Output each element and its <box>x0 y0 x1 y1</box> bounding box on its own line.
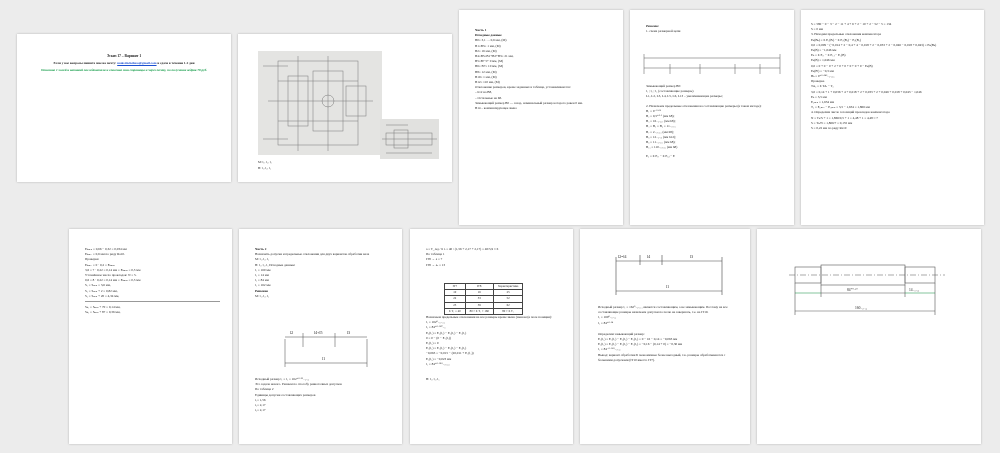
page5-line: E₀ₘᵢₙ = 1,634 мм <box>811 100 835 105</box>
page8-line: В: l₁, l₂, l₃ <box>426 377 440 382</box>
page3-line: Замыкающий размер В0 — зазор, номинальный размер которого равен 0 мм. <box>475 100 583 105</box>
page5-line: S = 580 − 0 − 3 − 2 − 11 + 4 + 6 + 2 − 10 + 2 − 52 − 5 = 134 <box>811 22 892 26</box>
page5-line: Eₖ = Σ E₂ᵢ − Σ E₁ⱼ − E₁(B) <box>811 53 846 58</box>
table-cell: 62 <box>493 302 523 308</box>
page8-line: IT8 → aₛ = 13 <box>426 262 446 267</box>
page5-line: 0,0 = 0 + 0 − 0 + 2 + 0 + 0 + 0 + 0 + 0 − Eₖ(B) <box>811 63 873 68</box>
page5-line: S = 0,22 мм по ряду Ra10 <box>811 126 847 131</box>
dimension-chain-diagram <box>640 52 785 78</box>
table-cell: 16 <box>465 290 493 296</box>
page4-line: B₁₃ = 110₋₀.₀₅₄ (мм h8) <box>646 145 678 150</box>
page8-text-2 <box>426 315 561 382</box>
page7-line: l₄ = 162 мм <box>255 283 271 288</box>
table-cell: Характеристика <box>493 284 523 290</box>
page4-line: 2. Назначаем предельные отклонения на составляющие размеры (в таком методе): <box>646 103 762 108</box>
page7-line: Исходный размер l₁ = l₂ = 162⁺⁰·²⁰₋₀.₁₀ <box>255 377 310 381</box>
dimension-label-l4-l5: l4+l5 <box>314 330 323 335</box>
page6-line: Уточнённое число прокладок: N = 5. <box>85 273 137 278</box>
page4-line: B₇ = 2₋₀.₀₁₂ (мм h8); <box>646 129 674 134</box>
dimension-label-160: 160₋₀.₁₆ <box>855 306 867 310</box>
page8-line: Назначаем предельные отклонения на все размеры кроме звена (звеном (в поле позиции): <box>426 315 552 319</box>
assembly-sketch <box>258 51 382 155</box>
table-cell: 52 <box>493 296 523 302</box>
page1-contact-post: и сдаче в течение 1-2 дня <box>156 61 195 65</box>
page8-line: E₂(l₄) = −0,023 мм <box>426 356 452 361</box>
page3-line: В8= 12 мм, (М) <box>475 69 497 74</box>
page5-line: Bₖ = 0⁺⁰·⁰⁴³₋₀.₃₀₆ <box>811 74 835 79</box>
page3-line: В2= 16 мм, (М) <box>475 48 497 53</box>
page7-line: Решение <box>255 288 268 293</box>
page8-line: E₁(l₄) = E₁(l₁) − E₁(l₂) − E₂(l₃) <box>426 346 467 351</box>
table-row <box>445 308 523 314</box>
document-page-6[interactable] <box>69 229 232 444</box>
page6-line: Sₖ₁ = Sₘᵢₙ + 70 = 0,14 мм, <box>85 305 121 310</box>
page4-line: B₂ = 0,5⁺⁰·¹ (мм h8); <box>646 114 675 119</box>
page4-line: Замыкающий размер В0: <box>646 84 681 88</box>
dimension-label-l1: l1 <box>666 284 670 289</box>
page7-dimension-diagram <box>257 325 387 369</box>
page9-line: Вывод: вариант обработки Б экономичнее более выгодный, т.к. размеры обрабатываются с большими допусками (IT10 вместо IT7). <box>598 352 726 362</box>
table-cell: Σ T₁ = 40 <box>445 308 466 314</box>
page3-line: – h12 на В8, <box>475 90 492 95</box>
page8-line: l₂ = 84⁺⁰·⁰⁸⁷₋₀ <box>426 325 446 330</box>
dimension-label-l1: l1 <box>322 356 326 361</box>
document-page-7[interactable] <box>239 229 402 444</box>
table-cell: 33 <box>465 296 493 302</box>
page9-dimension-lines <box>610 251 730 297</box>
page2-caption-1: М: l₁, l₂, l₃ <box>258 160 272 164</box>
scanned-assembly-drawing <box>258 51 382 155</box>
page3-line: В5=В7 5+ 0 мм, (М) <box>475 59 504 64</box>
page7-line: Назначить допуски и предельные отклонения для двух вариантов обработки вала <box>255 252 370 257</box>
page5-line: Eₖ(B) = 1,046 мм <box>811 58 835 63</box>
page5-line: Eₖ(B′) = −0,3 мм <box>811 68 834 73</box>
page7-line: i₂= 2,17 <box>255 403 266 408</box>
document-page-10[interactable] <box>757 229 981 444</box>
page7-line: Часть 2 <box>255 247 267 251</box>
page7-line: l₂ = 14 мм <box>255 273 269 278</box>
page7-line: М: l₁, l₂, l₃ <box>255 257 270 262</box>
dimension-label-l2: l2 <box>290 330 294 335</box>
table-cell: 25 <box>445 302 466 308</box>
page2-caption-2: В: l₁, l₂, l₃ <box>258 166 271 170</box>
page4-line: B₄ = B₅ = B₆ = 11₋₀.₀₁ <box>646 124 676 129</box>
page5-line: Проверка <box>811 79 825 84</box>
page5-line: 3,0 = 0,14 + 1 + 0,036 + 4 + 0,018 + 2 + 0,033 + 2 + 0,046 + 0,018 + 0,043 − 1,046 <box>811 89 922 94</box>
page9-text <box>598 305 736 363</box>
table-cell: 22 <box>445 296 466 302</box>
page4-line: B₃ = 16₋₀.₀₂₇ (мм h8); <box>646 119 676 124</box>
page7-line: По таблице 2 <box>255 387 274 392</box>
tolerance-table <box>444 283 523 315</box>
dimension-label-l4: l4 <box>647 254 651 259</box>
page5-line: S = 0 мм <box>811 27 823 32</box>
page1-contact-pre: Если у вас вопросы пишите мне на почту: <box>53 61 118 65</box>
shaft-outline <box>787 257 947 317</box>
dimension-label-l3: l3 <box>690 254 694 259</box>
page5-line: 3. Находим предельные отклонения компенсатора <box>811 32 882 37</box>
page1-contact-line <box>31 61 217 66</box>
page8-line: E₀(l₁) = E₂(l₂) − E₂(l₃) − E₁(l₄) <box>426 330 467 335</box>
page9-line: l₄ = 84⁻⁰·⁰⁶³₋₀.₃₀ <box>598 347 621 352</box>
page7-line: l₃ = 84 мм <box>255 278 269 283</box>
page7-line: i₃= 2,17 <box>255 408 266 413</box>
page6-line: S₁ = Sₘᵢₙ = 3,6 мм, <box>85 283 111 288</box>
page4-line: 1. схема размерной цепи <box>646 29 681 34</box>
table-cell: 39 <box>465 302 493 308</box>
dimension-label-84: 84⁺⁰·²⁰ <box>847 288 858 292</box>
page1-title: Эскиз 17 – Вариант 1 <box>106 54 142 58</box>
page3-text <box>475 28 611 111</box>
page3-line: В10= 1 мм, (М) <box>475 74 497 79</box>
page7-text-bottom <box>255 377 390 413</box>
page6-line: Eₖₘₐₓ = 0,6 мм по ряду Ra10. <box>85 252 125 257</box>
page4-heading: Решение <box>646 24 659 28</box>
page8-line: −0,063 = −0,015 − (20,011 + E₁(l₄)) <box>426 351 474 356</box>
document-page-4[interactable] <box>630 10 794 225</box>
table-cell: IT7 <box>445 284 466 290</box>
table-cell: 80 > Σ T₁ <box>493 308 523 314</box>
page5-text <box>811 22 978 131</box>
document-page-1[interactable] <box>17 34 231 182</box>
page5-line: 4. Определим число n позиций прокладок компенсатора <box>811 110 890 115</box>
page8-line: l₁ = 162⁰₋₀.₁₁₃ <box>426 320 446 325</box>
page1-note: Описание 1 холей и катаний последователи и спасение мнн страницы и через почту, по получение ведряк 78 руб. <box>40 68 208 72</box>
page5-line: TA₀ = Σ TAᵢ − T₀ <box>811 84 834 89</box>
page8-line: По таблице 1 <box>426 252 445 257</box>
page6-text <box>85 247 220 315</box>
page3-line: Отклонение размеров, кроме заданных в таблице, устанавливаются: <box>475 85 571 90</box>
page8-line: l₄ = 84⁺⁰·⁰¹⁰₋₀.₀₂₃ <box>426 361 450 366</box>
table-cell: 10 <box>445 290 466 296</box>
scanned-shaft-drawing <box>380 119 439 159</box>
page7-line: i₁= 1,56 <box>255 397 266 402</box>
page9-line: l₁ = 160⁰₋₀.₁₆ <box>598 315 616 320</box>
page5-line: Eₖ(B) = −1,046 мм <box>811 48 837 53</box>
page6-line: Проверка: <box>85 257 100 262</box>
page5-line: 0,0 = 0,009 − (−0,014 + 2 − 0,4 + 4 − 0,018 + 2 − 0,033 + 2 − 0,046 − 0,018 + 0,043) = Eₖ(Bₖ) <box>811 42 937 47</box>
document-page-5[interactable] <box>801 10 984 225</box>
page8-line: E₁(l₄) = 0 <box>426 341 439 346</box>
page8-line: IT8 → a = 7 <box>426 257 443 262</box>
page5-line: T₀ = E₀ₘₐₓ − E₀ₘᵢₙ = 3,5 − 1,634 = 1,866 мм <box>811 105 870 110</box>
page3-line: – Остальные на h8. <box>475 95 502 100</box>
dimension-label-l2-l4: l2=l4 <box>618 254 627 259</box>
page6-line: S₂ = Sₘᵢₙ + 2 = 0,82 мм, <box>85 288 118 293</box>
shaft-sketch <box>380 119 439 159</box>
page3-line: В0= 3,1 … 0,6 мм, (М) <box>475 38 507 43</box>
page9-line: E₂(l₄) = E₂(l₁) − E₁(l₂) − E₁(l₃) = −0,16 − (0,14 + 0) = −0,30 мм <box>598 342 683 347</box>
document-page-3[interactable] <box>459 10 623 225</box>
page5-line: Eₖ(Bₖ) = Σ E₁(Bᵢ) − Σ E₂(Bⱼ) − E₀(B₀) <box>811 37 862 42</box>
page3-line: В12= 110 мм, (М) <box>475 80 500 85</box>
page6-line: 0,6 = 8 · 0,22 = 0,14 мм = Eₖₘᵢₙ = 0,3 мм <box>85 278 141 283</box>
page5-line: Eₖ = 3,5 мм <box>811 94 827 99</box>
page4-header <box>646 24 782 34</box>
page3-line: В6= В7= 10 мм, (М) <box>475 64 504 69</box>
page3-line: В1=В3= 1 мм, (М) <box>475 43 501 48</box>
dimension-label-14: 14₋₀.₂₀ <box>909 288 920 292</box>
document-page-8[interactable] <box>410 229 573 444</box>
page4-line: B₁ = 0⁻⁰·⁰⁶ <box>646 108 662 113</box>
page6-line: Eₖₘₐₓ = 0 · 0,2 = Eₖₘᵢₙ <box>85 262 115 267</box>
page6-line: S₃ = Sₘᵢₙ + 20 = 4,34 мм, <box>85 293 120 298</box>
page4-line: B₉ = 11₋₀.₀₁₁ (мм h8); <box>646 140 676 145</box>
page7-line: М: l₁, l₂, l₃ <box>255 293 270 298</box>
page9-line: E₁(l₄) = E₁(l₁) − E₂(l₂) − E₂(l₃) = 0 − 16 − 0,14 = −0,063 мм <box>598 337 678 342</box>
page7-line: l₁ = 160 мм <box>255 267 271 272</box>
page7-line: Это задача нового. Решаем по способу равноточных допусков <box>255 382 342 387</box>
page7-line: Единицы допуски составляющих размеров <box>255 392 316 397</box>
page3-line: Исходные данные <box>475 33 502 38</box>
page3-line: В4=В5=В1+В2+В3= 21 мм, <box>475 54 514 59</box>
page4-line: B₈ = 12₋₀.₁₈ (мм h12); <box>646 134 677 139</box>
page3-line: В14 – компенсирующее звено <box>475 106 517 111</box>
document-page-2[interactable] <box>238 34 452 182</box>
page8-line: 0 = 0 − (0 − E₁(l₄)) <box>426 335 452 340</box>
dimension-label-l3: l3 <box>347 330 351 335</box>
table-cell: 25 <box>493 290 523 296</box>
table-cell: 80 > Σ T₁ > 160 <box>465 308 493 314</box>
page6-line: 3,6 = 7 · 0,22 = 0,14 мм = Eₖₘᵢₙ = 0,3 мм <box>85 267 141 272</box>
page4-line: E₀ = Σ E₀ᵢ − Σ E₀ⱼ − E <box>646 154 675 159</box>
page8-text <box>426 247 561 268</box>
page4-line: l₁ ; l₂ ; l₃ (составляющие размеры) <box>646 89 694 94</box>
page6-line: Eₖₘᵢₙ = 0,66 − 0,32 = 0,034 мм <box>85 247 127 251</box>
page9-line: Исходный размер l₁ = 162⁰₋₀.₁₁₃ является составляющим, а не замыкающим. Поэтому на все составляющие размеры назначаем допуски по полю не завершать, т.е. на IT10. <box>598 305 728 315</box>
table-cell: IT8 <box>465 284 493 290</box>
page7-text-top <box>255 247 390 299</box>
page9-line: l₂ = 84⁺⁰·¹⁴ <box>598 320 614 325</box>
page5-line: N = Tₖ/S + 1 = 1,866/0,5 + 1 = 4,48 + 1 = 4,48 ≈ 7 <box>811 115 878 120</box>
page9-dimension-diagram <box>610 251 730 297</box>
page8-line: a = T_Aд / Σ iᵢ = 40 / (1,56 + 2,17 + 2,17) = 40/5,9 ≈ 6 <box>426 247 499 251</box>
email-link[interactable]: makstin.hehuss@gmail.com <box>117 61 157 65</box>
page6-line: Sₖ₂ = Sₘᵢₙ + 87 = 0,36 мм, <box>85 310 121 315</box>
page5-line: S = Tₖ/N = 1,866/7 = 0,155 мм <box>811 120 853 125</box>
page4-text <box>646 84 782 160</box>
page9-line: Определим замыкающий размер: <box>598 331 645 336</box>
page4-line: L1, L2, L3, L4, L5, L6, L13 – увеличивающие размеры; <box>646 94 723 99</box>
page3-line: Часть 1 <box>475 28 487 32</box>
page7-line: В: l₁, l₂, l₃ Исходные данные: <box>255 262 296 267</box>
document-page-9[interactable] <box>580 229 750 444</box>
shaft-drawing <box>787 257 947 317</box>
